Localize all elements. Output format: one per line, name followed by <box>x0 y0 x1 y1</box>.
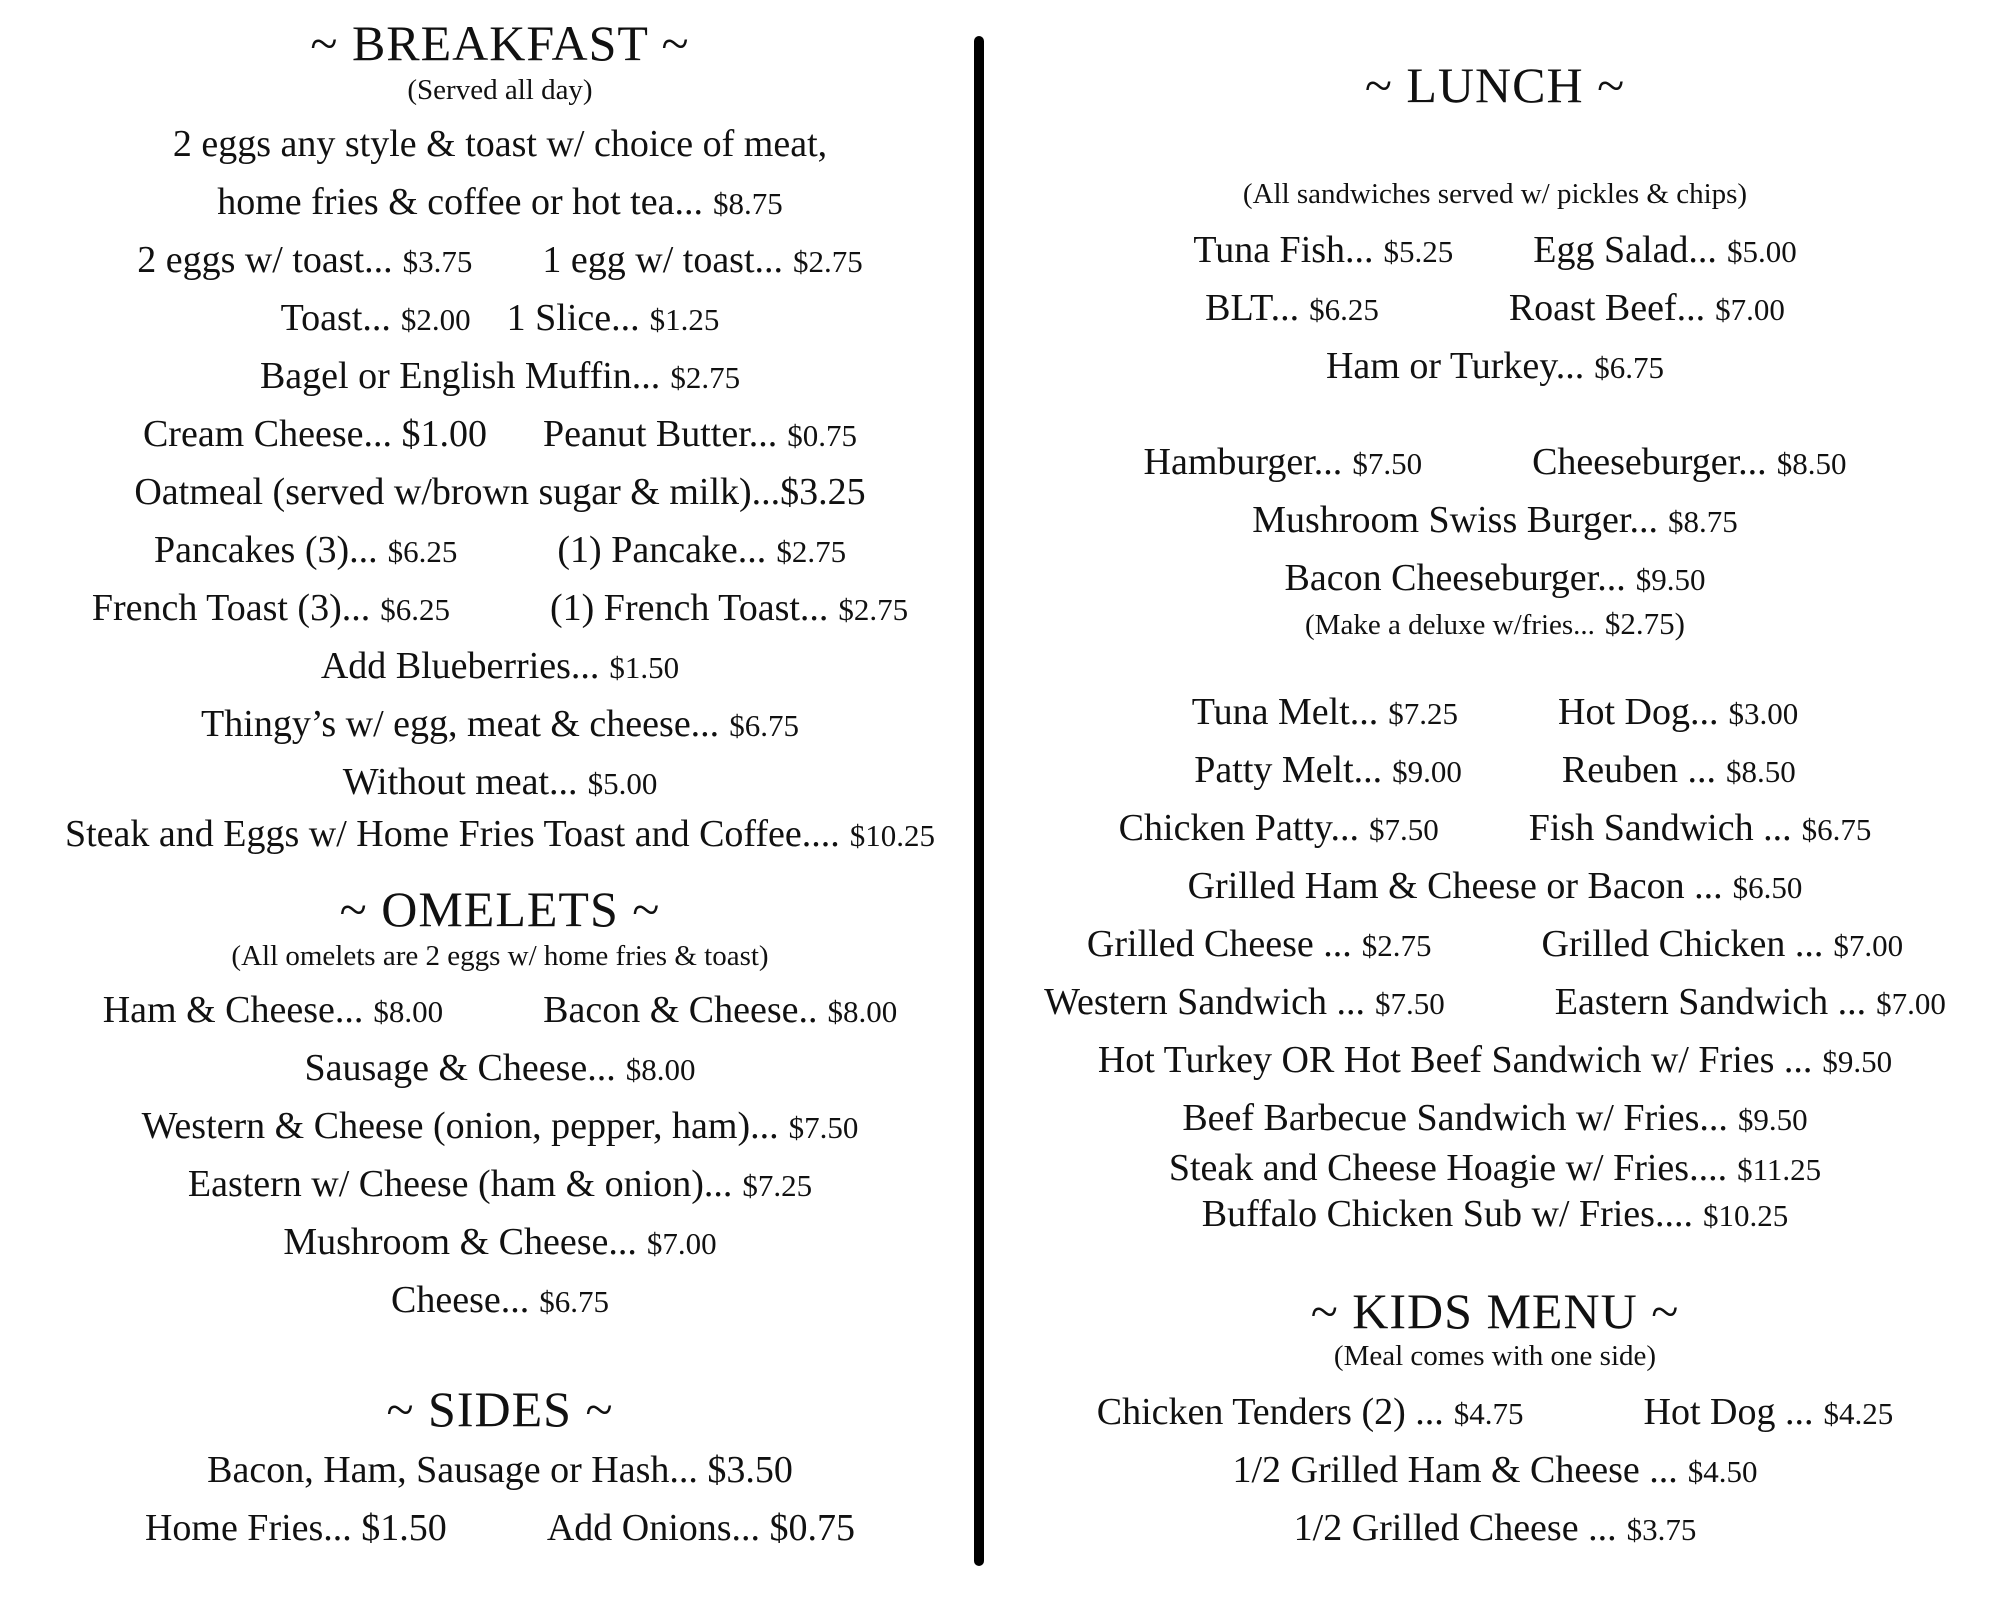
lunch-item-pair: BLT... $6.25 Roast Beef... $7.00 <box>1205 287 1785 329</box>
lunch-item-pair: Tuna Melt... $7.25 Hot Dog... $3.00 <box>1191 691 1799 733</box>
breakfast-item: Add Blueberries... $1.50 <box>320 645 680 687</box>
lunch-title: ~ LUNCH ~ <box>1364 57 1626 113</box>
lunch-item-pair: Patty Melt... $9.00 Reuben ... $8.50 <box>1194 749 1796 791</box>
breakfast-note: (Served all day) <box>407 74 593 106</box>
breakfast-item: 2 eggs any style & toast w/ choice of meat, <box>172 123 828 165</box>
lunch-item: Grilled Ham & Cheese or Bacon ... $6.50 <box>1187 865 1803 907</box>
omelets-note: (All omelets are 2 eggs w/ home fries & toast) <box>231 940 769 972</box>
breakfast-item-pair: Pancakes (3)... $6.25 (1) Pancake... $2.75 <box>153 529 847 571</box>
omelets-title: ~ OMELETS ~ <box>339 881 661 937</box>
lunch-item-pair: Hamburger... $7.50 Cheeseburger... $8.50 <box>1143 441 1847 483</box>
breakfast-title: ~ BREAKFAST ~ <box>310 15 690 71</box>
breakfast-item: Oatmeal (served w/brown sugar & milk)...$3.25 <box>134 471 866 513</box>
lunch-item-pair: Grilled Cheese ... $2.75 Grilled Chicken ... $7.00 <box>1086 923 1904 965</box>
lunch-item: Buffalo Chicken Sub w/ Fries.... $10.25 <box>1201 1193 1789 1235</box>
breakfast-item: Steak and Eggs w/ Home Fries Toast and Coffee.... $10.25 <box>64 813 936 855</box>
lunch-item: Hot Turkey OR Hot Beef Sandwich w/ Fries ... $9.50 <box>1097 1039 1893 1081</box>
breakfast-item: home fries & coffee or hot tea... $8.75 <box>217 181 783 223</box>
lunch-item: Mushroom Swiss Burger... $8.75 <box>1252 499 1738 541</box>
omelets-item: Sausage & Cheese... $8.00 <box>304 1047 696 1089</box>
breakfast-item-pair: French Toast (3)... $6.25 (1) French Toast... $2.75 <box>91 587 909 629</box>
lunch-item-pair: Tuna Fish... $5.25 Egg Salad... $5.00 <box>1193 229 1797 271</box>
lunch-note: (All sandwiches served w/ pickles & chips) <box>1242 178 1748 210</box>
omelets-item: Cheese... $6.75 <box>391 1279 609 1321</box>
kids-item: 1/2 Grilled Ham & Cheese ... $4.50 <box>1232 1449 1758 1491</box>
sides-title: ~ SIDES ~ <box>386 1381 614 1437</box>
lunch-item: Beef Barbecue Sandwich w/ Fries... $9.50 <box>1182 1097 1808 1139</box>
sides-item: Bacon, Ham, Sausage or Hash... $3.50 <box>207 1449 793 1491</box>
sides-item-pair: Home Fries... $1.50 Add Onions... $0.75 <box>144 1507 856 1549</box>
breakfast-item: Bagel or English Muffin... $2.75 <box>259 355 741 397</box>
breakfast-item: Thingy’s w/ egg, meat & cheese... $6.75 <box>201 703 799 745</box>
breakfast-item-pair: Cream Cheese... $1.00 Peanut Butter... $0.75 <box>142 413 858 455</box>
lunch-deluxe-note: (Make a deluxe w/fries... $2.75) <box>1305 606 1685 641</box>
breakfast-item-pair: Toast... $2.00 1 Slice... $1.25 <box>280 297 720 339</box>
kids-item: 1/2 Grilled Cheese ... $3.75 <box>1293 1507 1697 1549</box>
omelets-item-pair: Ham & Cheese... $8.00 Bacon & Cheese.. $8.00 <box>102 989 898 1031</box>
omelets-item: Western & Cheese (onion, pepper, ham)... $7.50 <box>141 1105 859 1147</box>
kids-title: ~ KIDS MENU ~ <box>1310 1283 1680 1339</box>
kids-note: (Meal comes with one side) <box>1333 1340 1657 1372</box>
omelets-item: Mushroom & Cheese... $7.00 <box>283 1221 717 1263</box>
kids-item-pair: Chicken Tenders (2) ... $4.75 Hot Dog ... $4.25 <box>1096 1391 1894 1433</box>
breakfast-item-pair: 2 eggs w/ toast... $3.75 1 egg w/ toast... $2.75 <box>137 239 863 281</box>
lunch-item-pair: Western Sandwich ... $7.50 Eastern Sandwich ... $7.00 <box>1044 981 1946 1023</box>
lunch-item-pair: Chicken Patty... $7.50 Fish Sandwich ... $6.75 <box>1118 807 1872 849</box>
breakfast-item: Without meat... $5.00 <box>342 761 658 803</box>
lunch-item: Bacon Cheeseburger... $9.50 <box>1284 557 1706 599</box>
omelets-item: Eastern w/ Cheese (ham & onion)... $7.25 <box>187 1163 813 1205</box>
lunch-item: Ham or Turkey... $6.75 <box>1325 345 1664 387</box>
lunch-item: Steak and Cheese Hoagie w/ Fries.... $11.25 <box>1168 1147 1822 1189</box>
